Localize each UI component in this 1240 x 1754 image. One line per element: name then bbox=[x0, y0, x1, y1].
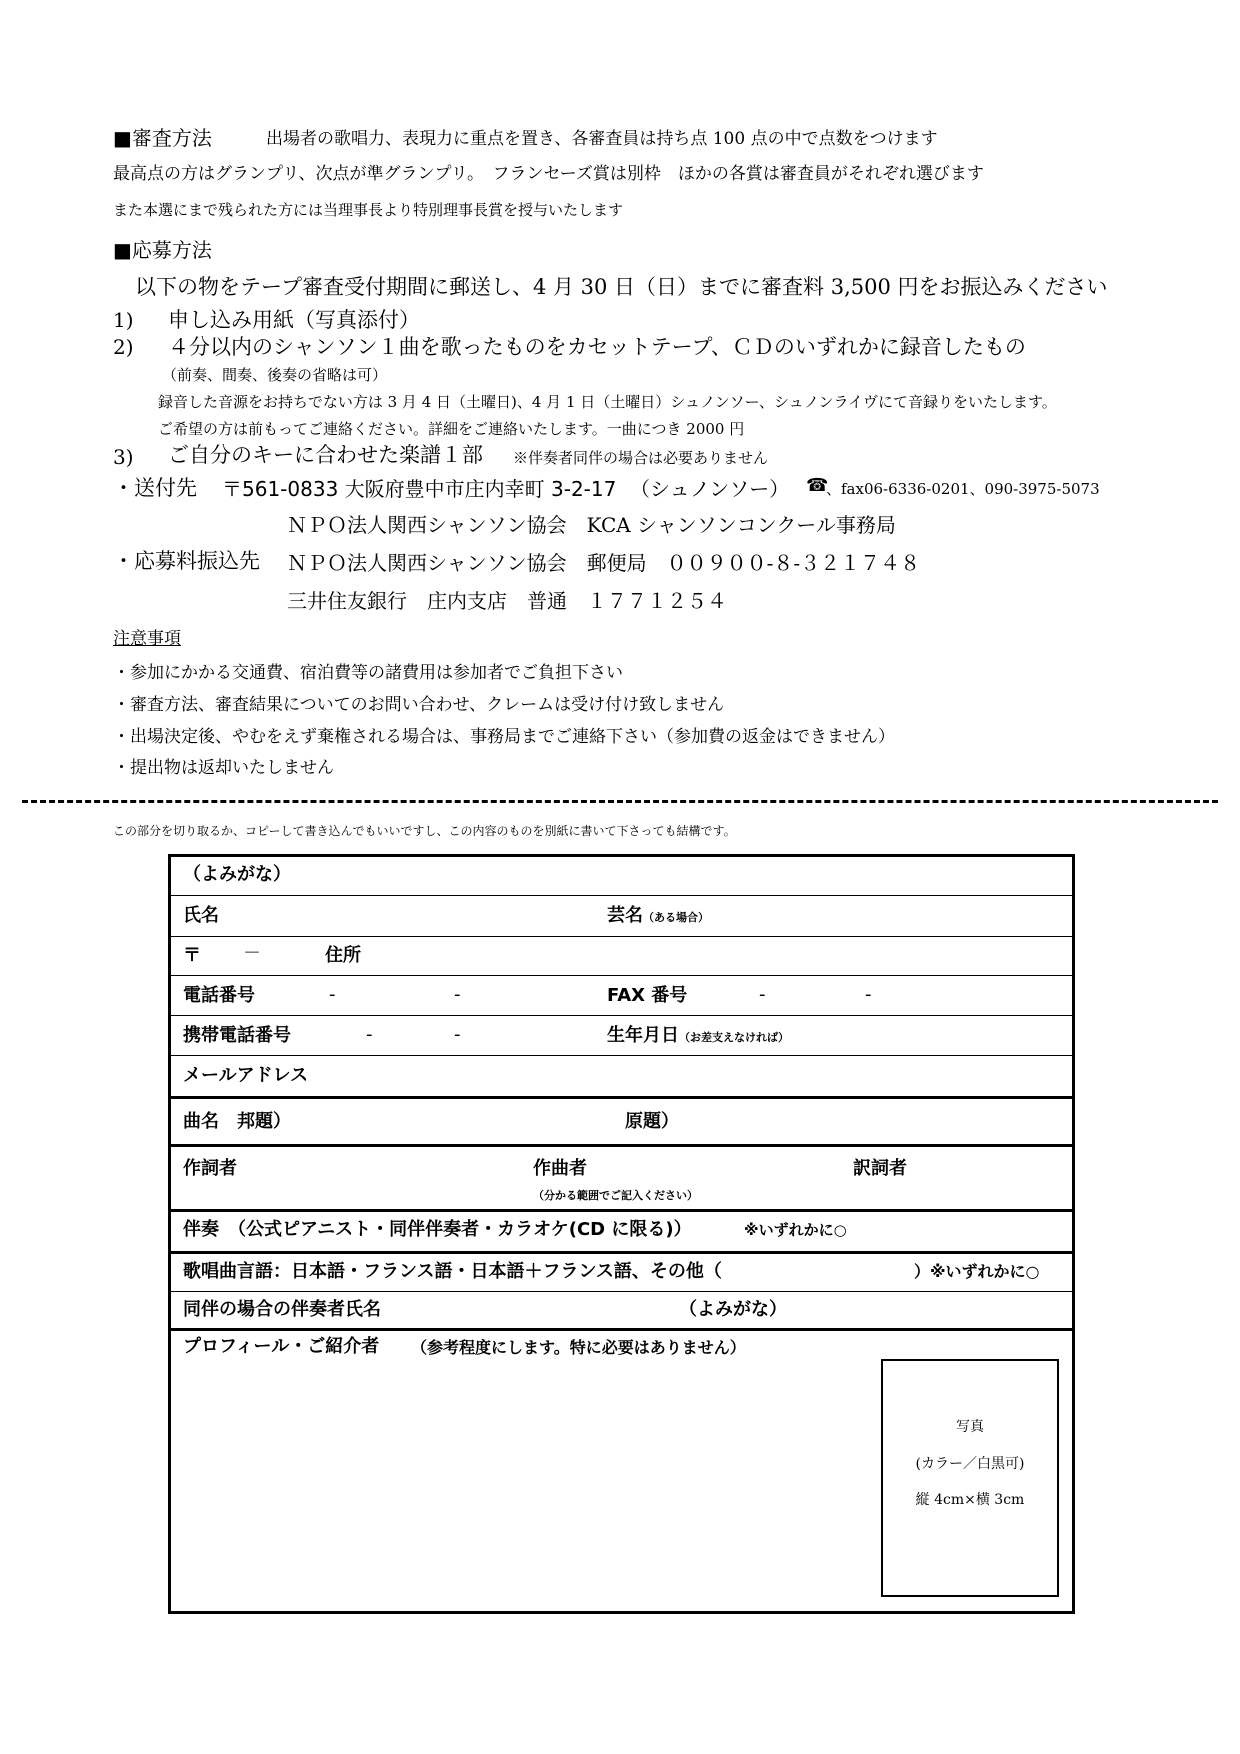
phone-icon: ☎ bbox=[806, 475, 829, 496]
form-divider bbox=[171, 975, 1072, 976]
phone-dash: - bbox=[454, 984, 461, 1005]
fax-dash: - bbox=[865, 984, 872, 1005]
language-label: 歌唱曲言語：日本語・フランス語・日本語＋フランス語、その他（ bbox=[183, 1261, 722, 1282]
note-item: ・審査方法、審査結果についてのお問い合わせ、クレームは受け付け致しません bbox=[113, 695, 725, 715]
item-1-number: 1) bbox=[113, 308, 134, 332]
fee-line-2: 三井住友銀行 庄内支店 普通 １７７１２５４ bbox=[287, 589, 727, 613]
accompanist-yomigana-label: （よみがな） bbox=[679, 1299, 787, 1320]
email-label: メールアドレス bbox=[183, 1065, 309, 1086]
recording-note-2: ご希望の方は前もってご連絡ください。詳細をご連絡いたします。一曲につき 2000 円 bbox=[158, 420, 745, 438]
form-divider bbox=[171, 1209, 1072, 1212]
fax-label: FAX 番号 bbox=[607, 985, 688, 1006]
item-3-number: 3) bbox=[113, 445, 134, 469]
form-divider bbox=[171, 895, 1072, 896]
screening-line-2: 最高点の方はグランプリ、次点が準グランプリ。 フランセーズ賞は別枠 ほかの各賞は審査員がそれぞれ選びます bbox=[113, 164, 984, 184]
notes-heading: 注意事項 bbox=[113, 629, 181, 649]
form-divider bbox=[171, 1291, 1072, 1292]
profile-note: （参考程度にします。特に必要はありません） bbox=[411, 1338, 746, 1357]
yomigana-label: （よみがな） bbox=[183, 864, 291, 885]
accompanist-label: 同伴の場合の伴奏者氏名 bbox=[183, 1299, 381, 1320]
send-label: ・送付先 bbox=[113, 476, 197, 500]
birthdate-text: 生年月日 bbox=[607, 1025, 679, 1046]
translator-label: 訳詞者 bbox=[853, 1158, 907, 1179]
phone-label: 電話番号 bbox=[183, 985, 255, 1006]
screening-heading: ■審査方法 bbox=[113, 126, 212, 150]
stage-name-note: （ある場合） bbox=[643, 911, 709, 924]
name-label: 氏名 bbox=[183, 905, 219, 926]
application-heading: ■応募方法 bbox=[113, 238, 212, 262]
postal-mark: 〒 bbox=[183, 945, 201, 966]
fee-line-1: ＮＰＯ法人関西シャンソン協会 郵便局 ００９００-８-３２１７４８ bbox=[287, 551, 921, 575]
send-address: 〒561-0833 大阪府豊中市庄内幸町 3-2-17 bbox=[222, 477, 617, 501]
phone-dash: - bbox=[329, 984, 336, 1005]
birthdate-note: （お差支えなければ） bbox=[679, 1031, 789, 1044]
song-label: 曲名 邦題） bbox=[183, 1111, 291, 1132]
form-divider bbox=[171, 1015, 1072, 1016]
address-label: 住所 bbox=[325, 945, 361, 966]
lyricist-label: 作詞者 bbox=[183, 1158, 237, 1179]
note-item: ・提出物は返却いたしません bbox=[113, 758, 334, 778]
photo-title: 写真 bbox=[956, 1419, 984, 1435]
mobile-dash: - bbox=[366, 1024, 373, 1045]
composer-note: （分かる範囲でご記入ください） bbox=[533, 1189, 698, 1202]
mobile-dash: - bbox=[454, 1024, 461, 1045]
fee-label: ・応募料振込先 bbox=[113, 549, 260, 573]
item-3-text: ご自分のキーに合わせた楽譜１部 bbox=[168, 443, 483, 467]
photo-size-note: 縦 4cm×横 3cm bbox=[915, 1492, 1025, 1508]
cut-line bbox=[22, 800, 1218, 803]
form-divider bbox=[171, 1328, 1072, 1331]
item-2-text: ４分以内のシャンソン１曲を歌ったものをカセットテープ、ＣＤのいずれかに録音したもの bbox=[168, 335, 1026, 359]
item-3-note: ※伴奏者同伴の場合は必要ありません bbox=[513, 449, 769, 467]
item-1-text: 申し込み用紙（写真添付） bbox=[168, 308, 420, 332]
note-item: ・出場決定後、やむをえず棄権される場合は、事務局までご連絡下さい（参加費の返金はできません） bbox=[113, 727, 895, 747]
form-divider bbox=[171, 1055, 1072, 1056]
form-divider bbox=[171, 1144, 1072, 1147]
send-organization: ＮＰＯ法人関西シャンソン協会 KCA シャンソンコンクール事務局 bbox=[287, 513, 896, 537]
screening-line-1: 出場者の歌唱力、表現力に重点を置き、各審査員は持ち点 100 点の中で点数をつけます bbox=[266, 129, 938, 149]
form-divider bbox=[171, 936, 1072, 937]
cut-note: この部分を切り取るか、コピーして書き込んでもいいですし、この内容のものを別紙に書いて下さっても結構です。 bbox=[113, 824, 736, 838]
form-divider bbox=[171, 1251, 1072, 1254]
form-divider bbox=[171, 1096, 1072, 1099]
postal-dash: － bbox=[243, 943, 261, 964]
item-2-number: 2) bbox=[113, 335, 134, 359]
item-2-note: （前奏、間奏、後奏の省略は可） bbox=[162, 366, 388, 384]
fax-dash: - bbox=[759, 984, 766, 1005]
stage-name-label bbox=[607, 907, 709, 925]
profile-label: プロフィール・ご紹介者 bbox=[183, 1336, 380, 1357]
photo-color-note: (カラー／白黒可) bbox=[915, 1456, 1025, 1472]
note-item: ・参加にかかる交通費、宿泊費等の諸費用は参加者でご負担下さい bbox=[113, 663, 623, 683]
application-intro: 以下の物をテープ審査受付期間に郵送し、4 月 30 日（日）までに審査料 3,500 円をお振込みください bbox=[135, 275, 1108, 299]
accompaniment-choose-note: ※いずれかに○ bbox=[744, 1221, 847, 1239]
language-choose-note: ）※いずれかに○ bbox=[914, 1262, 1040, 1281]
application-form bbox=[168, 854, 1075, 1614]
composer-label: 作曲者 bbox=[533, 1158, 587, 1179]
mobile-label: 携帯電話番号 bbox=[183, 1025, 291, 1046]
original-title-label: 原題） bbox=[625, 1111, 679, 1132]
send-contact: 、fax06-6336-0201、090-3975-5073 bbox=[826, 480, 1100, 498]
send-place: （シュノンソー） bbox=[630, 477, 790, 501]
accompaniment-label: 伴奏 （公式ピアニスト・同伴伴奏者・カラオケ(CD に限る)） bbox=[183, 1219, 692, 1240]
stage-name-text: 芸名 bbox=[607, 905, 643, 926]
photo-box bbox=[881, 1359, 1059, 1597]
birthdate-label bbox=[607, 1027, 789, 1045]
screening-line-3: また本選にまで残られた方には当理事長より特別理事長賞を授与いたします bbox=[113, 201, 624, 219]
recording-note-1: 録音した音源をお持ちでない方は 3 月 4 日（土曜日)、4 月 1 日（土曜日）シュノンソー、シュノンライヴにて音録りをいたします。 bbox=[158, 393, 1057, 411]
